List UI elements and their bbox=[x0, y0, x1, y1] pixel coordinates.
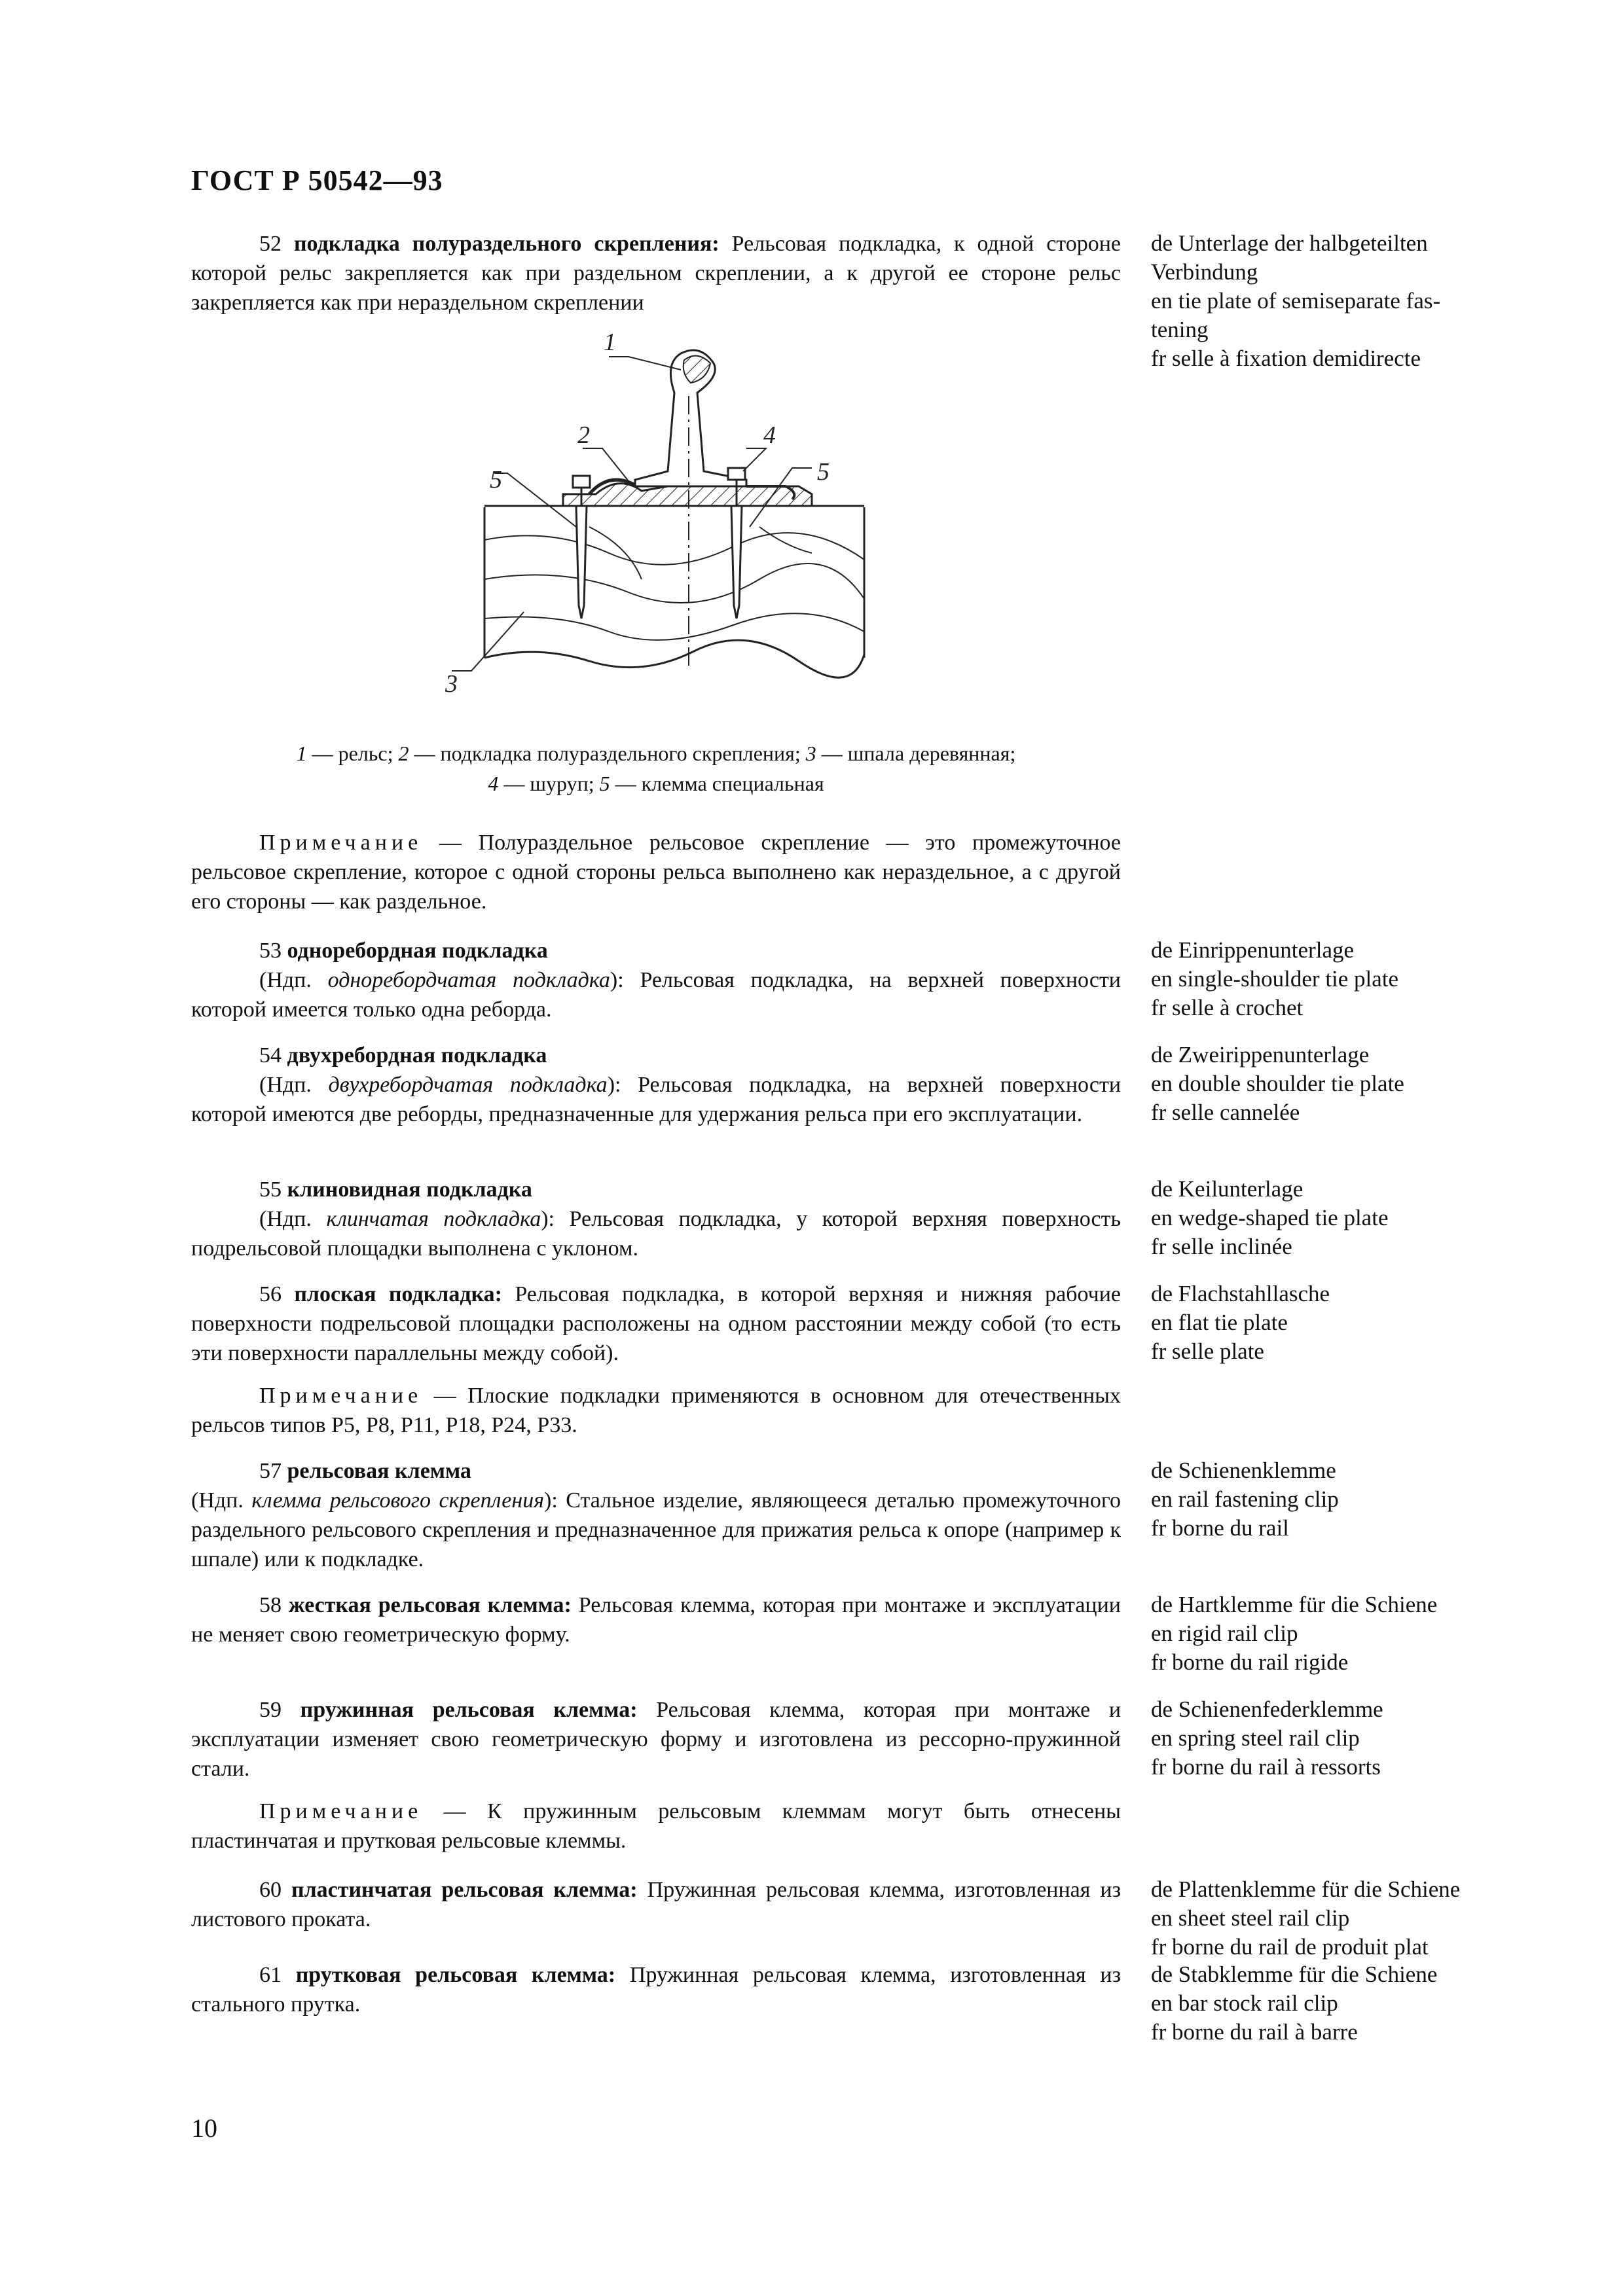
term-entry-54: 54 двухребордная подкладка (Ндп. двухребордчатая подкладка): Рельсовая подкладка, на верхней поверхности которой имеются две реборды, предназначенные для удержания рельса при его эксплуатации. bbox=[191, 1043, 1122, 1126]
term-entry-57: 57 рельсовая клемма (Ндп. клемма рельсового скрепления): Стальное изделие, являющееся деталью промежуточного раздельного рельсового скрепления и предназначенное для прижатия рельса к опоре (например к шпале) или к подкладке. bbox=[191, 1459, 1122, 1571]
document-header: ГОСТ Р 50542—93 bbox=[191, 164, 443, 196]
rail-fastening-figure bbox=[393, 331, 890, 697]
label-5-right: 5 bbox=[817, 458, 830, 486]
note-2: Примечание — Плоские подкладки применяются в основном для отечественных рельсов типов Р5, Р8, Р11, Р18, Р24, Р33. bbox=[191, 1384, 1121, 1437]
label-2: 2 bbox=[577, 422, 590, 449]
term-entry-56: 56 плоская подкладка: Рельсовая подкладка, в которой верхняя и нижняя рабочие поверхности подрельсовой площадки расположены на одном расстоянии между собой (то есть эти поверхности параллельны между собой). bbox=[191, 1282, 1122, 1365]
page-number: 10 bbox=[191, 2113, 217, 2143]
term-entry-58: 58 жесткая рельсовая клемма: Рельсовая клемма, которая при монтаже и эксплуатации не меняет свою геометрическую форму. bbox=[191, 1593, 1121, 1647]
translations-54: de Zweirippenunterlage en double shoulder tie plate fr selle cannelée bbox=[1151, 1042, 1404, 1125]
term-entry-52 bbox=[191, 229, 1121, 317]
label-1: 1 bbox=[604, 331, 616, 356]
translations-59: de Schienenfederklemme en spring steel rail clip fr borne du rail à ressorts bbox=[1151, 1696, 1383, 1780]
wooden-sleeper bbox=[484, 506, 864, 677]
figure-caption: 1 — рельс; 2 — подкладка полураздельного скрепления; 3 — шпала деревянная; 4 — шуруп; 5 — клемма специальная bbox=[296, 742, 1016, 795]
translations-57: de Schienenklemme en rail fastening clip fr borne du rail bbox=[1151, 1458, 1339, 1541]
note-1: Примечание — Полураздельное рельсовое скрепление — это промежуточное рельсовое скрепление, которое с одной стороны рельса выполнено как нераздельное, а с другой его стороны — как раздельное. bbox=[191, 831, 1121, 914]
term-definition: Рельсовая подкладка, к одной стороне которой рельс закрепляется как при раздельном скреплении, а к другой ее стороне рельс закрепляется как при нераздельном скреплении bbox=[191, 232, 1121, 315]
term-number: 52 bbox=[259, 232, 282, 256]
translations-52: de Unterlage der halbgeteilten Verbindung en tie plate of semiseparate fas- tening fr selle à fixation demidirecte bbox=[1151, 230, 1441, 371]
term-entry-60: 60 пластинчатая рельсовая клемма: Пружинная рельсовая клемма, изготовленная из листового проката. bbox=[191, 1878, 1122, 1931]
note-3: Примечание — К пружинным рельсовым клеммам могут быть отнесены пластинчатая и прутковая рельсовые клеммы. bbox=[191, 1799, 1121, 1853]
translations-55: de Keilunterlage en wedge-shaped tie plate fr selle inclinée bbox=[1151, 1176, 1389, 1259]
translations-56: de Flachstahllasche en flat tie plate fr selle plate bbox=[1151, 1281, 1330, 1364]
term-entry-59: 59 пружинная рельсовая клемма: Рельсовая клемма, которая при монтаже и эксплуатации изменяет свою геометрическую форму и изготовлена из рессорно-пружинной стали. bbox=[191, 1698, 1122, 1781]
term-title: подкладка полураздельного скрепления: bbox=[293, 232, 720, 256]
translations-61: de Stabklemme für die Schiene en bar stock rail clip fr borne du rail à barre bbox=[1151, 1962, 1438, 2045]
translations-60: de Plattenklemme für die Schiene en sheet steel rail clip fr borne du rail de produit plat bbox=[1151, 1876, 1461, 1960]
term-entry-61: 61 прутковая рельсовая клемма: Пружинная рельсовая клемма, изготовленная из стального прутка. bbox=[191, 1963, 1122, 2017]
label-4: 4 bbox=[763, 422, 776, 449]
term-entry-55: 55 клиновидная подкладка (Ндп. клинчатая подкладка): Рельсовая подкладка, у которой верхняя поверхность подрельсовой площадки выполнена с уклоном. bbox=[191, 1177, 1121, 1261]
term-entry-53: 53 однореборднaя подкладка (Ндп. одноребордчатая подкладка): Рельсовая подкладка, на верхней поверхности которой имеется только одна реборда. bbox=[191, 939, 1122, 1022]
translations-53: de Einrippenunterlage en single-shoulder tie plate fr selle à crochet bbox=[1151, 937, 1399, 1020]
label-5-left: 5 bbox=[490, 466, 502, 493]
translations-58: de Hartklemme für die Schiene en rigid rail clip fr borne du rail rigide bbox=[1151, 1592, 1438, 1675]
label-3: 3 bbox=[445, 670, 458, 697]
